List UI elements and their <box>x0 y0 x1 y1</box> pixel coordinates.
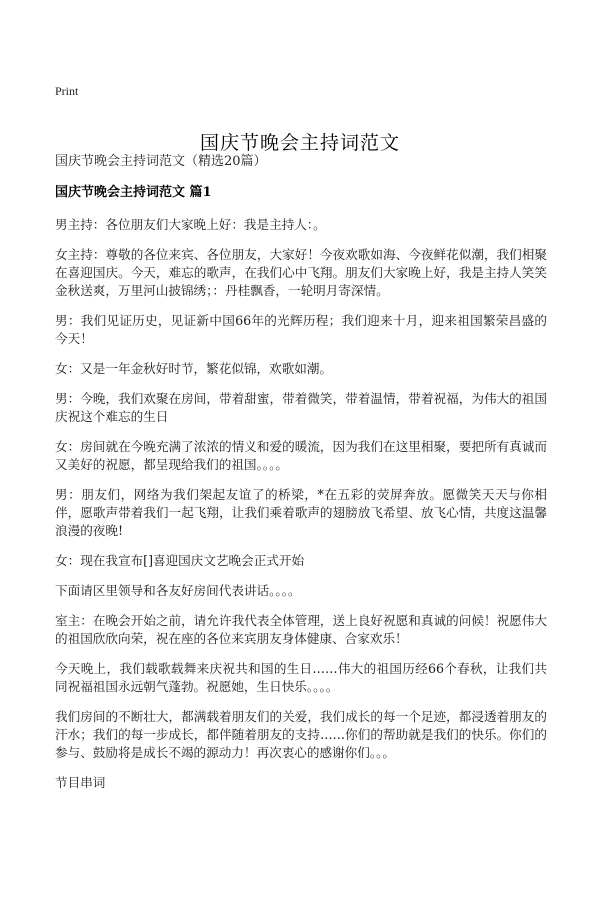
paragraph: 男：今晚，我们欢聚在房间，带着甜蜜，带着微笑，带着温情，带着祝福，为伟大的祖国庆祝这个难忘的生日 <box>55 391 547 424</box>
paragraph: 下面请区里领导和各友好房间代表讲话。。。。 <box>55 583 301 598</box>
paragraph: 男主持：各位朋友们大家晚上好：我是主持人：。 <box>55 217 326 232</box>
paragraph: 女：现在我宣布[]喜迎国庆文艺晚会正式开始 <box>55 553 305 568</box>
paragraph: 女：又是一年金秋好时节，繁花似锦，欢歌如潮。 <box>55 361 333 376</box>
paragraph: 室主：在晚会开始之前，请允许我代表全体管理，送上良好祝愿和真诚的问候！祝愿伟大的祖国欣欣向荣，祝在座的各位来宾朋友身体健康、合家欢乐！ <box>55 613 547 646</box>
page-title: 国庆节晚会主持词范文 <box>199 131 400 154</box>
paragraph: 女主持：尊敬的各位来宾、各位朋友，大家好！今夜欢歌如海、今夜鲜花似潮，我们相聚在喜迎国庆。今天，难忘的歌声，在我们心中飞翔。朋友们大家晚上好，我是主持人笑笑金秋送爽，万里河山披锦绣；：丹桂飘香，一轮明月寄深情。 <box>55 247 547 298</box>
paragraph: 男：朋友们，网络为我们架起友谊了的桥梁，*在五彩的荧屏奔放。愿微笑天天与你相伴，愿歌声带着我们一起飞翔，让我们乘着歌声的翅膀放飞希望、放飞心情，共度这温馨浪漫的夜晚! <box>55 487 547 538</box>
document-body <box>55 216 547 804</box>
paragraph: 今天晚上，我们载歌载舞来庆祝共和国的生日……伟大的祖国历经66个春秋，让我们共同祝福祖国永远朝气蓬勃。祝愿她，生日快乐。。。。 <box>55 661 547 694</box>
paragraph: 节目串词 <box>55 775 106 790</box>
section-heading: 国庆节晚会主持词范文 篇1 <box>55 185 212 200</box>
paragraph: 女：房间就在今晚充满了浓浓的情义和爱的暖流，因为我们在这里相聚，要把所有真诚而又美好的祝愿，都呈现给我们的祖国。。。。 <box>55 439 547 472</box>
print-label: Print <box>55 84 79 98</box>
document-subtitle: 国庆节晚会主持词范文（精选20篇） <box>55 154 267 169</box>
paragraph: 男：我们见证历史，见证新中国66年的光辉历程；我们迎来十月，迎来祖国繁荣昌盛的今天！ <box>55 313 547 346</box>
paragraph: 我们房间的不断壮大，都满载着朋友们的关爱，我们成长的每一个足迹，都浸透着朋友的汗水；我们的每一步成长，都伴随着朋友的支持……你们的帮助就是我们的快乐。你们的参与、鼓励将是成长不竭的源动力！再次衷心的感谢你们。。。 <box>55 709 547 760</box>
